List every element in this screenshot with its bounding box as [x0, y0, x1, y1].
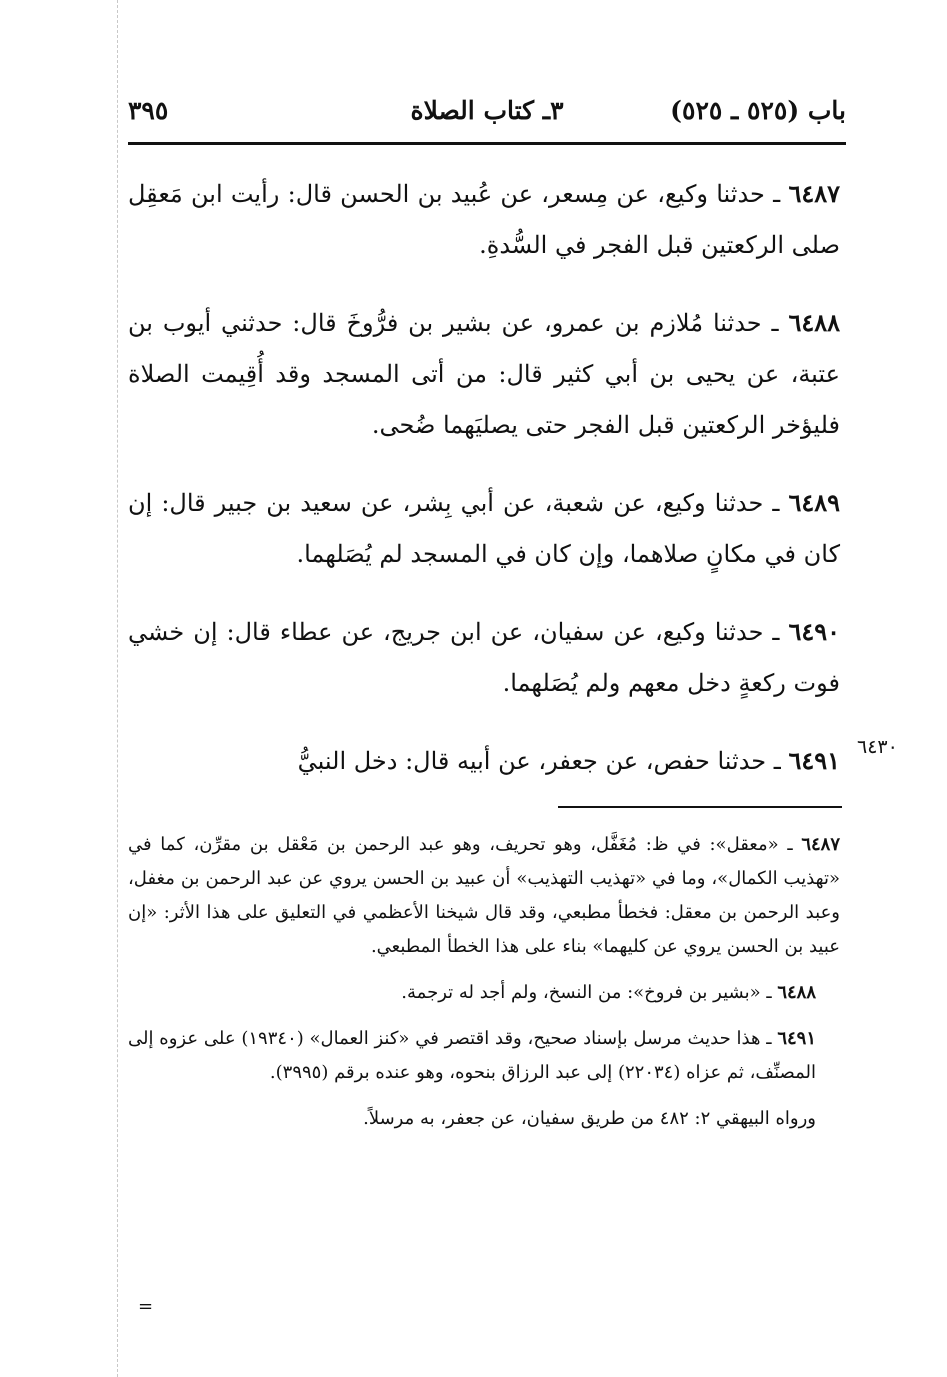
hadith-paragraph	[128, 168, 840, 271]
hadith-paragraph	[128, 606, 840, 709]
footnote	[128, 976, 840, 1010]
hadith-number: ٦٤٨٧	[788, 179, 840, 208]
hadith-paragraph	[128, 477, 840, 580]
main-text	[128, 168, 840, 813]
footnote	[128, 1102, 840, 1136]
footnote	[128, 1022, 840, 1090]
page-continuation-mark: =	[138, 1296, 154, 1317]
hadith-text: ـ حدثنا حفص، عن جعفر، عن أبيه قال: دخل النبيُّ	[297, 747, 789, 775]
hadith-number: ٦٤٨٩	[788, 488, 840, 517]
footnote	[128, 828, 840, 964]
hadith-text: ـ حدثنا وكيع، عن شعبة، عن أبي بِشر، عن سعيد بن جبير قال: إن كان في مكانٍ صلاهما، وإن كان في المسجد لم يُصَلهما.	[128, 489, 840, 568]
footnote-text: ورواه البيهقي ٢: ٤٨٢ من طريق سفيان، عن جعفر، به مرسلاً.	[363, 1108, 816, 1129]
hadith-text: ـ حدثنا مُلازم بن عمرو، عن بشير بن فرُّوخَ قال: حدثني أيوب بن عتبة، عن يحيى بن أبي كثير قال: من أتى المسجد وقد أُقِيمت الصلاة فليؤخر الركعتين قبل الفجر حتى يصليَهما ضُحى.	[128, 309, 840, 439]
page-header	[128, 92, 846, 132]
page-number: ٣٩٥	[128, 96, 169, 125]
footnote-rule	[558, 806, 842, 808]
hadith-text: ـ حدثنا وكيع، عن مِسعر، عن عُبيد بن الحسن قال: رأيت ابن مَعقِل صلى الركعتين قبل الفجر في السُّدةِ.	[128, 180, 840, 259]
hadith-text: ـ حدثنا وكيع، عن سفيان، عن ابن جريج، عن عطاء قال: إن خشي فوت ركعةٍ دخل معهم ولم يُصَلهما.	[128, 618, 840, 697]
footnotes	[128, 828, 840, 1148]
header-rule	[128, 142, 846, 145]
footnote-number: ٦٤٨٨	[777, 982, 816, 1003]
running-head: باب (٥٢٥ ـ ٥٢٥)	[670, 96, 846, 125]
footnote-number: ٦٤٨٧	[801, 834, 840, 855]
footnote-text: ـ هذا حديث مرسل بإسناد صحيح، وقد اقتصر في «كنز العمال» (١٩٣٤٠) على عزوه إلى المصنِّف، ثم عزاه (٢٢٠٣٤) إلى عبد الرزاق بنحوه، وهو عنده برقم (٣٩٩٥).	[128, 1028, 816, 1083]
book-title: ٣ـ كتاب الصلاة	[410, 96, 564, 125]
hadith-paragraph	[128, 297, 840, 451]
hadith-number: ٦٤٩١	[788, 746, 840, 775]
footnote-number: ٦٤٩١	[777, 1028, 816, 1049]
footnote-text: ـ «معقل»: في ظ: مُغَفَّل، وهو تحريف، وهو عبد الرحمن بن مَعْقل بن مقرِّن، كما في «تهذيب الكمال»، وما في «تهذيب التهذيب» أن عبيد بن الحسن يروي عن عبد الرحمن بن مغفل، وعبد الرحمن بن معقل: فخطأ مطبعي، وقد قال شيخنا الأعظمي في التعليق على هذا الأثر: «إن عبيد بن الحسن يروي عن كليهما» بناء على هذا الخطأ المطبعي.	[128, 834, 840, 957]
hadith-number: ٦٤٨٨	[788, 308, 840, 337]
hadith-paragraph	[128, 735, 840, 787]
scan-edge	[117, 0, 118, 1377]
margin-reference: ٦٤٣٠	[857, 736, 898, 758]
footnote-text: ـ «بشير بن فروخ»: من النسخ، ولم أجد له ترجمة.	[401, 982, 778, 1003]
hadith-number: ٦٤٩٠	[788, 617, 840, 646]
